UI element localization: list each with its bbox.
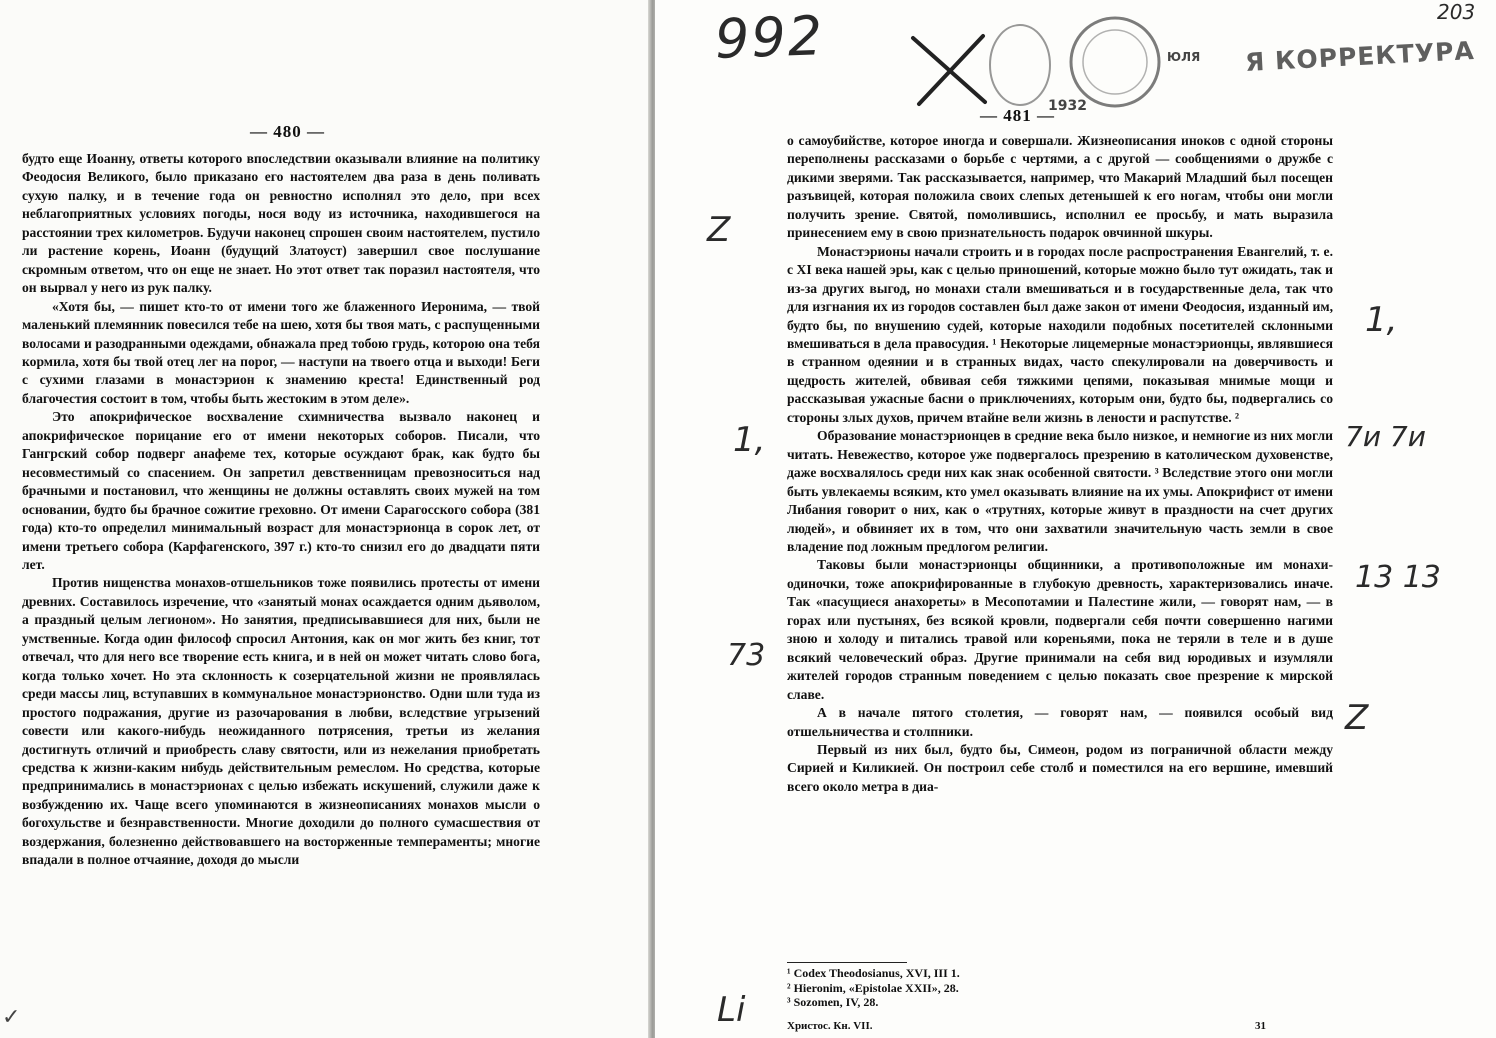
paragraph: А в начале пятого столетия, — говорят нам, — появился особый вид отшельничества и столпники. bbox=[787, 705, 1333, 739]
handwritten-cross-icon bbox=[905, 30, 995, 110]
left-page-text bbox=[22, 150, 540, 870]
paragraph: «Хотя бы, — пишет кто-то от имени того же блаженного Иеронима, — твой маленький племянник повесился тебе на шею, хотя бы твоя мать, с распущенными волосами и разодранными одеждами, обнажала пред тобою грудь, которою она тебя кормила, хотя бы твой отец лег на порог, — наступи на твоего отца и выходи! Беги с сухими глазами в монастэрион к знамению креста! Единственный род благочестия состоит в том, чтобы быть жестоким в этом деле». bbox=[22, 298, 540, 406]
margin-note: Z bbox=[707, 210, 731, 250]
paragraph: Против нищенства монахов-отшельников тоже появились протесты от имени древних. Составилось изречение, что «занятый монах осаждается одним дьяволом, а праздный целым легионом». Но занятия, предписывавшиеся для них, были не умственные. Когда один философ спросил Антония, как он мог жить без книг, тот отвечал, что для него все творение есть книга, и в ней он может читать слово бога, когда только хочет. Но эта склонность к созерцательной жизни не проявлялась среди массы лиц, вступавших в коммунальное монастэрионство. Одни шли туда из простого подражания, другие из разочарования в любви, вследствие угрызений совести или какого-нибудь неожиданного потрясения, третьи из желания достигнуть отличий и приобресть славу святости, или из нежелания приобретать средства к жизни-каким нибудь действительным ремеслом. Но средства, которые предпринимались в монастэрионах с целью избежать искушений, служили даже к возбуждению их. Чаще всего упоминаются в жизнеописаниях монахов мысли о богохульстве и безнравственности. Многие доходили до полного сумасшествия от воздержания, болезненно действовавшего на восторженные темпераменты; многие впадали в полное отчаяние, доходя до мысли bbox=[22, 575, 540, 868]
page-number-481: — 481 — bbox=[980, 106, 1055, 125]
paragraph: будто еще Иоанну, ответы которого впоследствии оказывали влияние на политику Феодосия Великого, было приказано его настоятелем два раза в день поливать сухую палку, и в течение года он ревностно исполнял это дело, при всех неблагоприятных условиях погоды, нося воду из источника, находившегося на расстоянии трех километров. Будучи наконец спрошен своим настоятелем, пустило ли растение корень, Иоанн (будущий Златоуст) завершил свое послушание скромным ответом, что он еще не знает. Но этот ответ так поразил настоятеля, что он вырвал у него из рук палку. bbox=[22, 151, 540, 296]
stamp-year: 1932 bbox=[1048, 98, 1087, 114]
right-page-text bbox=[787, 132, 1333, 796]
sheet-number: 31 bbox=[1255, 1020, 1266, 1032]
handwritten-page-mark: 203 bbox=[1437, 0, 1476, 24]
stamp-month: ЮЛЯ bbox=[1167, 50, 1201, 64]
paragraph: о самоубийстве, которое иногда и совершали. Жизнеописания иноков с одной стороны переполнены рассказами о борьбе с чертями, а с другой — сообщениями о дружбе с дикими зверями. Так рассказывается, например, что Макарий Младший был посещен разъвицей, которая положила своих слепых детенышей к его ногам, чтобы они могли получить зрение. Святой, помолившись, исполнил ее просьбу, и мать выразила принесением ему в свою признательность подарок овчинной шкуры. bbox=[787, 133, 1333, 241]
handwritten-number: 992 bbox=[713, 4, 826, 71]
margin-note: 1, bbox=[733, 420, 766, 460]
paragraph: Первый из них был, будто бы, Симеон, родом из пограничной области между Сирией и Киликией. Он построил себе столб и поместился на его вершине, имевший всего около метра в диа- bbox=[787, 741, 1333, 794]
footnote-rule bbox=[787, 962, 907, 963]
right-page bbox=[655, 0, 1496, 1038]
margin-note: 7и 7и bbox=[1345, 420, 1426, 453]
margin-tick-icon: ✓ bbox=[2, 1005, 21, 1030]
paragraph: Таковы были монастэрионцы общинники, а противоположные им монахи-одиночки, тоже апокрифированные в глубокую древность, характеризовались иначе. Так «пасущиеся анахореты» в Месопотамии и Палестине жили, — говорят нам, — в горах или пустынях, без всякой кровли, подвергали себя почти совершенно нагими зною и холоду и питались травой или кореньями, пока не теряли в теле и в душе всякий человеческий образ. Другие принимали на себя вид юродивых и изумляли жителей городов странным поведением с целью показать свое презрение к мирской славе. bbox=[787, 557, 1333, 702]
paragraph: Это апокрифическое восхваление схимничества вызвало наконец и апокрифическое порицание его от имени некоторых соборов. Писали, что Гангрский собор подверг анафеме тех, которые осуждают брак, как будто бы несовместимый со спасением. Он запретил девственницам превозноситься над брачными и постановил, что женщины не должны оставлять своих мужей на том основании, будто бы брачное сожитие греховно. От имени Сарагосского собора (381 года) кто-то определил минимальный возраст для монастэрионца в сорок лет, от имени третьего собора (Карфагенского, 397 г.) кто-то снизил его до двадцати пяти лет. bbox=[22, 409, 540, 572]
margin-note: 1, bbox=[1365, 300, 1398, 340]
footnote: ¹ Codex Theodosianus, XVI, III 1. bbox=[787, 966, 960, 980]
paragraph: Монастэрионы начали строить и в городах после распространения Евангелий, т. е. с XI века нашей эры, как с целью приношений, которые можно было тут ожидать, так и из-за других выгод, но монахи стали вмешиваться и в государственные дела, так что для изгнания их из городов составлен был даже закон от имени Феодосия, изданный им, будто бы, по внушению судей, которые находили подобных посетителей склонными вмешиваться в дела правосудия. ¹ Некоторые лицемерные монастэрионцы, являвшиеся в странном одеянии и в странных видах, часто спекулировали на доверчивость и щедрость жителей, обвивая себя тяжкими цепями, показывая мнимые мощи и рассказывая ужасные басни о приключениях, которым они, будто бы, подвергались со стороны злых духов, причем втайне вели жизнь в лености и распутстве. ² bbox=[787, 243, 1333, 425]
margin-note: 73 bbox=[727, 638, 766, 673]
page-number-480: — 480 — bbox=[250, 122, 325, 141]
date-stamp-icon bbox=[1065, 12, 1165, 112]
printer-signature: Христос. Кн. VII. bbox=[787, 1020, 873, 1032]
footnote: ² Hieronim, «Epistolae XXII», 28. bbox=[787, 980, 959, 995]
margin-note: 13 13 bbox=[1355, 560, 1441, 595]
footnote: ³ Sozomen, IV, 28. bbox=[787, 995, 879, 1009]
footnotes bbox=[787, 962, 1187, 1010]
margin-note: Li bbox=[717, 990, 746, 1030]
korrektura-stamp: Я КОРРЕКТУРА bbox=[1244, 36, 1476, 77]
paragraph: Образование монастэрионцев в средние века было низкое, и немногие из них могли читать. Невежество, которое уже подвергалось презрению в католическом духовенстве, даже восхвалялось среди них как знак особенной святости. ³ Вследствие этого они могли быть увлекаемы всяким, кто умел оказывать влияние на их умы. Апокрифист от имени Либания говорит о них, как о «трутнях, которые живут в праздности на счет других людей», и обвиняет их в том, что они захватили значительную часть земли в свое владение под ложным предлогом религии. bbox=[787, 428, 1333, 554]
margin-note: Z bbox=[1345, 698, 1369, 738]
postmark-stamp-icon bbox=[985, 20, 1055, 110]
left-page bbox=[0, 0, 652, 1038]
